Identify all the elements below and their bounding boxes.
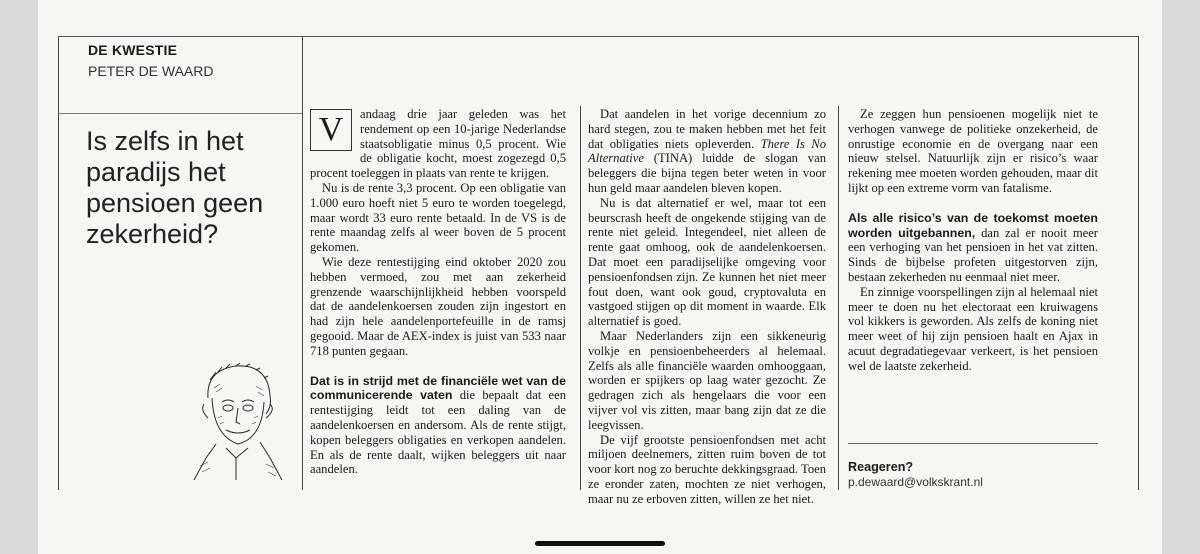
paragraph: Maar Nederlanders zijn een sikkeneurig volkje en pensioenbeheerders al helemaal. Zelfs als alle financiële waarden omhooggaan, worden er spijkers op laag water gezocht. Ze gedragen zich als hengelaars die voor een vijver vol vis zitten, maar bang zijn dat ze die leegvissen. — [588, 328, 826, 432]
home-indicator[interactable] — [535, 541, 665, 546]
paragraph: Ze zeggen hun pensioenen mogelijk niet te verhogen vanwege de politieke onzekerheid, de onrustige economie en de overgang naar een nieuw stelsel. Natuurlijk zijn er risico’s waar rekening mee moeten worden gehouden, maar dit lijkt op een extreme vorm van fatalisme. — [848, 107, 1098, 195]
paragraph: Nu is de rente 3,3 procent. Op een obligatie van 1.000 euro hoeft niet 5 euro te worden toegelegd, maar wordt 33 euro rente betaald. In de VS is de rente maandag zelfs al weer boven de 5 procent gekomen. — [310, 180, 566, 255]
paragraph: En zinnige voorspellingen zijn al helemaal niet meer te doen nu het electoraat een kruiwagens vol kikkers is geworden. Als zelfs de koning niet meer weet of hij zijn pensioen haalt en Ajax in acuut degradatiegevaar verkeert, is het pensioen wel de laatste zekerheid. — [848, 284, 1098, 373]
paragraph: Dat aandelen in het vorige decennium zo hard stegen, zou te maken hebben met het feit dat obligaties niets opleverden. — [588, 107, 826, 151]
italic-phrase: There Is No Alternative — [588, 136, 826, 166]
paragraph: Nu is dat alternatief er wel, maar tot een beurscrash heeft de ongekende stijging van de rente niet geleid. Integendeel, niet alleen de rente gaat omhoog, ook de aandelenkoersen. Dat moet een paradijselijke omgeving voor pensioenfondsen zijn. Ze kunnen het niet meer fout doen, want ook goud, cryptovaluta en vastgoed stijgen op dit moment in waarde. Elk alternatief is goed. — [588, 195, 826, 329]
article-headline: Is zelfs in het paradijs het pensioen geen zekerheid? — [86, 126, 264, 249]
bold-lead-in: Als alle risico’s van de toekomst moeten worden uitgebannen, — [848, 210, 1098, 240]
paragraph: De vijf grootste pensioenfondsen met acht miljoen deelnemers, zitten ruim boven de tot voor kort nog zo beruchte dekkingsgraad. Toen ze eronder zaten, mochten ze niet verhogen, maar nu ze erboven zitten, willen ze het niet. — [588, 432, 826, 506]
left-border — [58, 36, 59, 490]
newspaper-page — [38, 0, 1162, 554]
drop-cap: V — [310, 109, 352, 151]
column-divider — [302, 36, 303, 490]
paragraph: (TINA) luidde de slogan van beleggers die bijna tegen beter weten in voor hun geld maar aandelen bleven kopen. — [588, 151, 826, 195]
paragraph: die bepaalt dat een rentestijging leidt tot een daling van de aandelenkoersen en andersom. Als de rente stijgt, kopen beleggers obligaties en verkopen aandelen. En als de rente daalt, wijken beleggers uit naar aandelen. — [310, 388, 566, 477]
author-byline: PETER DE WAARD — [88, 63, 214, 79]
right-border — [1138, 36, 1139, 490]
paragraph: Wie deze rentestijging eind oktober 2020 zou hebben vermoed, zou met aan zekerheid grenzende waarschijnlijkheid hebben voorspeld dat de aandelenkoersen zouden zijn ingestort en had zijn hele aandelenportefeuille in de ramsj gegooid. Maar de AEX-index is juist van 533 naar 718 punten gegaan. — [310, 254, 566, 358]
column-divider — [580, 106, 581, 490]
section-rule — [58, 113, 302, 114]
column-kicker: DE KWESTIE — [88, 42, 178, 58]
footer-rule — [848, 443, 1098, 444]
respond-label: Reageren? — [848, 460, 914, 474]
author-portrait — [186, 358, 286, 480]
article-column-2 — [588, 107, 826, 507]
bold-lead-in: Dat is in strijd met de financiële wet van de communicerende vaten — [310, 373, 566, 403]
article-column-3 — [848, 107, 1098, 374]
column-divider — [838, 106, 839, 490]
paragraph: dan zal er nooit meer een verhoging van het pensioen in het vat zitten. Sinds de bijbelse profeten uitgestorven zijn, bestaan zekerheden nu eenmaal niet meer. — [848, 225, 1098, 284]
paragraph: andaag drie jaar geleden was het rendement op een 10-jarige Nederlandse staatsobligatie minus 0,5 procent. Wie de obligatie kocht, moest zogezegd 0,5 procent toeleggen in plaats van rente te krijgen. — [310, 107, 566, 181]
author-email-link[interactable]: p.dewaard@volkskrant.nl — [848, 475, 983, 489]
article-column-1 — [310, 107, 566, 477]
